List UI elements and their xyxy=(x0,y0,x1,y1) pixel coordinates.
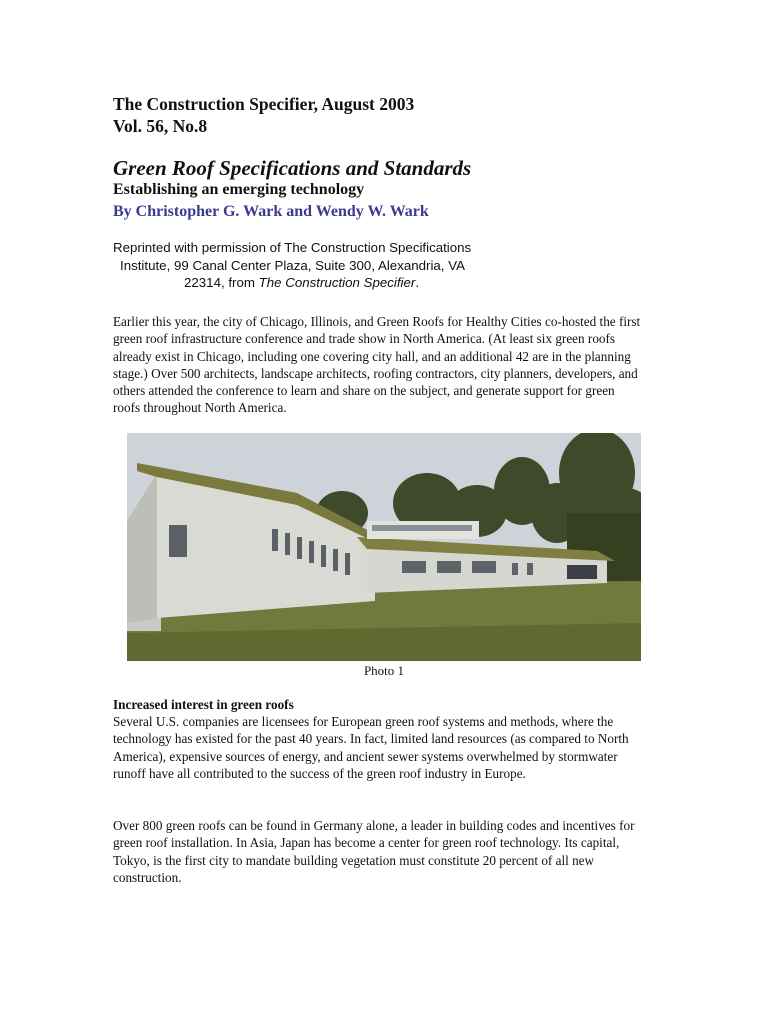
reprint-line-1: Reprinted with permission of The Construction Specifications xyxy=(113,240,472,255)
body-paragraph-2: Several U.S. companies are licensees for European green roof systems and methods, where the technology has existed for the past 40 years. In fact, limited land resources (as compared to North America), expensive sources of energy, and ancient sewer systems overwhelmed by stormwater runoff have all contributed to the success of the green roof industry in Europe. xyxy=(113,714,629,781)
publication-name: The Construction Specifier, August 2003 xyxy=(113,94,415,114)
body-paragraph-3: Over 800 green roofs can be found in Germany alone, a leader in building codes and incentives for green roof installation. In Asia, Japan has become a center for green roof technology. Its capital, Tokyo, is the first city to mandate building vegetation must constitute 20 percent of all new construction. xyxy=(113,818,635,885)
reprint-line-3 xyxy=(113,274,533,292)
photo-illustration xyxy=(127,433,641,661)
reprint-line-3-prefix: 22314, from xyxy=(184,275,259,290)
reprint-notice xyxy=(113,239,533,292)
photo-green-roof-building xyxy=(127,433,641,661)
photo-caption: Photo 1 xyxy=(363,663,405,678)
publication-volume: Vol. 56, No.8 xyxy=(113,116,208,136)
reprint-line-3-suffix: . xyxy=(415,275,420,290)
article-title: Green Roof Specifications and Standards xyxy=(113,156,472,180)
publication-info xyxy=(113,93,414,137)
reprint-line-2: Institute, 99 Canal Center Plaza, Suite 300, Alexandria, VA xyxy=(120,257,465,273)
intro-paragraph: Earlier this year, the city of Chicago, Illinois, and Green Roofs for Healthy Cities co-hosted the first green roof infrastructure conference and trade show in North America. (At least six green roofs already exist in Chicago, including one covering city hall, and an additional 42 are in the planning stage.) Over 500 architects, landscape architects, roofing contractors, city planners, developers, and others attended the conference to learn and share on the subject, and generate support for green roofs throughout North America. xyxy=(113,314,641,416)
section-heading: Increased interest in green roofs xyxy=(113,697,294,712)
article-subtitle: Establishing an emerging technology xyxy=(113,181,365,198)
reprint-source-title: The Construction Specifier xyxy=(258,275,416,290)
article-byline: By Christopher G. Wark and Wendy W. Wark xyxy=(113,203,429,220)
